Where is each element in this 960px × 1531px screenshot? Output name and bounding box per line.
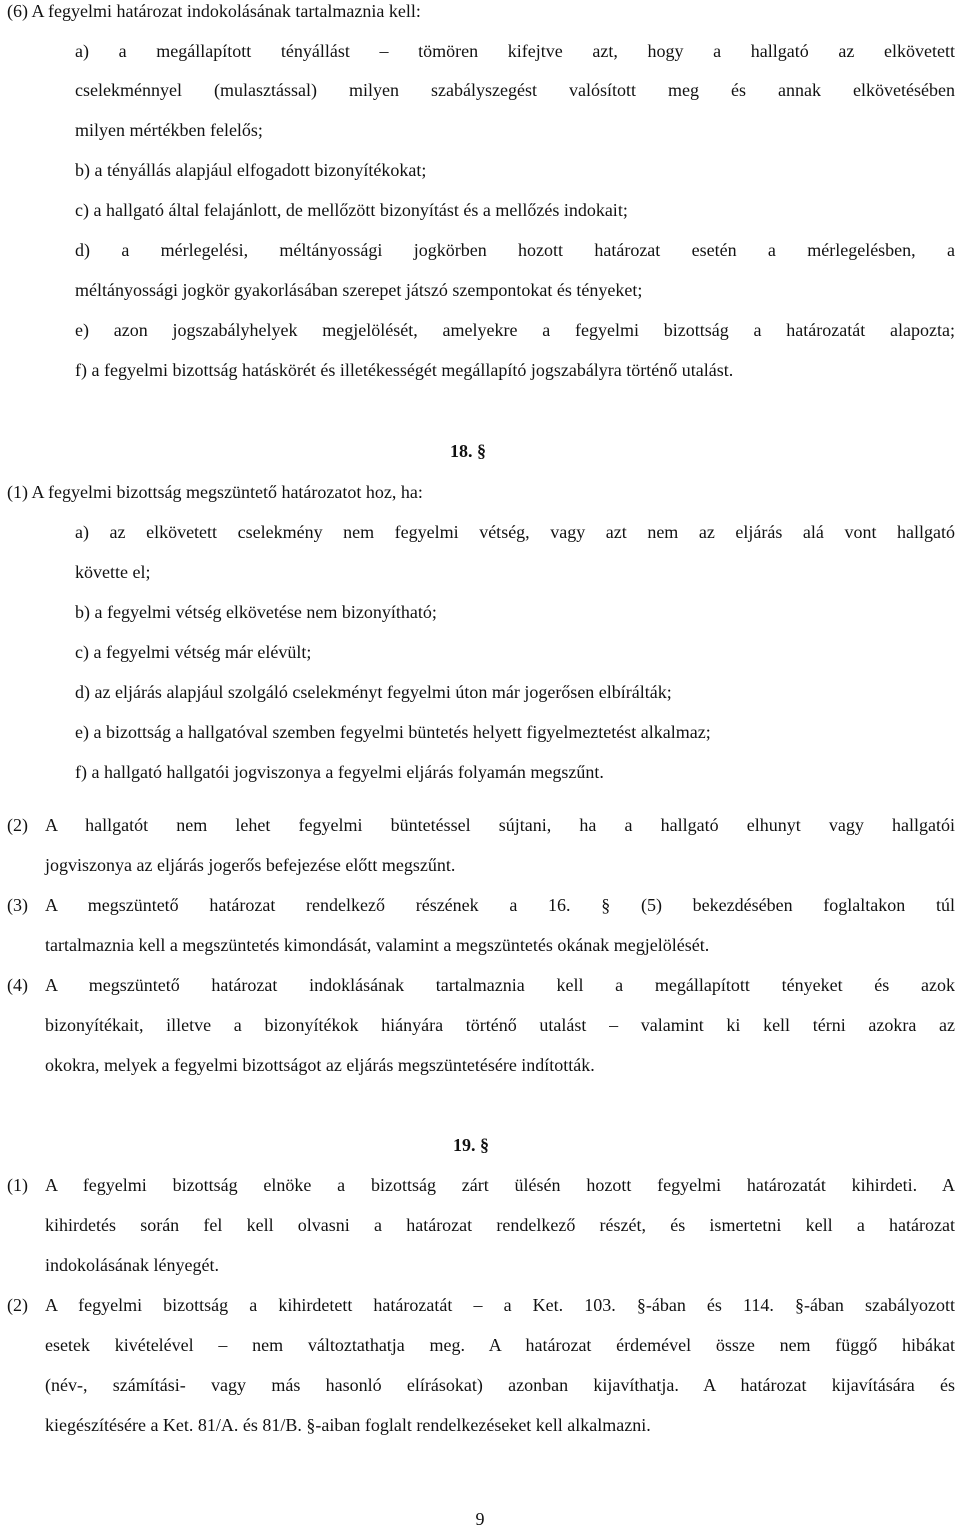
list-item: b) a tényállás alapjául elfogadott bizonyítékokat; [75,160,427,180]
list-item: a) az elkövetett cselekmény nem fegyelmi vétség, vagy azt nem az eljárás alá vont hallgató [75,522,955,542]
list-item: e) a bizottság a hallgatóval szemben fegyelmi büntetés helyett figyelmeztetést alkalmaz; [75,722,711,742]
paragraph-line: (név-, számítási- vagy más hasonló elírásokat) azonban kijavíthatja. A határozat kijavítására és [45,1375,955,1395]
list-item: c) a hallgató által felajánlott, de mellőzött bizonyítást és a mellőzés indokait; [75,200,628,220]
list-item: f) a fegyelmi bizottság hatáskörét és illetékességét megállapító jogszabályra történő utalást. [75,360,734,380]
section-heading-19: 19. § [453,1135,489,1155]
list-item: milyen mértékben felelős; [75,120,263,140]
paragraph-6-intro: (6) A fegyelmi határozat indokolásának tartalmaznia kell: [7,1,421,21]
paragraph-line: kihirdetés során fel kell olvasni a határozat rendelkező részét, és ismertetni kell a határozat [45,1215,955,1235]
paragraph-line: kiegészítésére a Ket. 81/A. és 81/B. §-aiban foglalt rendelkezéseket kell alkalmazni. [45,1415,651,1435]
paragraph-number: (2) [7,1295,28,1315]
list-item: b) a fegyelmi vétség elkövetése nem bizonyítható; [75,602,437,622]
paragraph-line: A fegyelmi bizottság elnöke a bizottság zárt ülésén hozott fegyelmi határozatát kihirdeti. A [45,1175,955,1195]
paragraph-line: A hallgatót nem lehet fegyelmi büntetéssel sújtani, ha a hallgató elhunyt vagy hallgatói [45,815,955,835]
paragraph-line: A megszüntető határozat indoklásának tartalmaznia kell a megállapított tényeket és azok [45,975,955,995]
paragraph-line: indokolásának lényegét. [45,1255,219,1275]
paragraph-number: (3) [7,895,28,915]
paragraph-line: esetek kivételével – nem változtathatja meg. A határozat érdemével össze nem függő hibákat [45,1335,955,1355]
paragraph-number: (1) [7,1175,28,1195]
paragraph-number: (4) [7,975,28,995]
paragraph-line: okokra, melyek a fegyelmi bizottságot az eljárás megszüntetésére indították. [45,1055,595,1075]
paragraph-line: jogviszonya az eljárás jogerős befejezése előtt megszűnt. [45,855,456,875]
paragraph-line: bizonyítékait, illetve a bizonyítékok hiányára történő utalást – valamint ki kell térni azokra az [45,1015,955,1035]
paragraph-18-1-intro: (1) A fegyelmi bizottság megszüntető határozatot hoz, ha: [7,482,423,502]
list-item: d) az eljárás alapjául szolgáló cselekményt fegyelmi úton már jogerősen elbírálták; [75,682,672,702]
list-item: a) a megállapított tényállást – tömören kifejtve azt, hogy a hallgató az elkövetett [75,41,955,61]
list-item: c) a fegyelmi vétség már elévült; [75,642,312,662]
paragraph-line: tartalmaznia kell a megszüntetés kimondását, valamint a megszüntetés okának megjelölését. [45,935,710,955]
page-number: 9 [475,1509,485,1529]
paragraph-line: A fegyelmi bizottság a kihirdetett határozatát – a Ket. 103. §-ában és 114. §-ában szabályozott [45,1295,955,1315]
list-item: cselekménnyel (mulasztással) milyen szabályszegést valósított meg és annak elkövetésében [75,80,955,100]
list-item: követte el; [75,562,151,582]
paragraph-line: A megszüntető határozat rendelkező részének a 16. § (5) bekezdésében foglaltakon túl [45,895,955,915]
list-item: méltányossági jogkör gyakorlásában szerepet játszó szempontokat és tényeket; [75,280,643,300]
paragraph-number: (2) [7,815,28,835]
list-item: d) a mérlegelési, méltányossági jogkörben hozott határozat esetén a mérlegelésben, a [75,240,955,260]
list-item: f) a hallgató hallgatói jogviszonya a fegyelmi eljárás folyamán megszűnt. [75,762,604,782]
section-heading-18: 18. § [450,441,486,461]
list-item: e) azon jogszabályhelyek megjelölését, amelyekre a fegyelmi bizottság a határozatát alapozta; [75,320,955,340]
